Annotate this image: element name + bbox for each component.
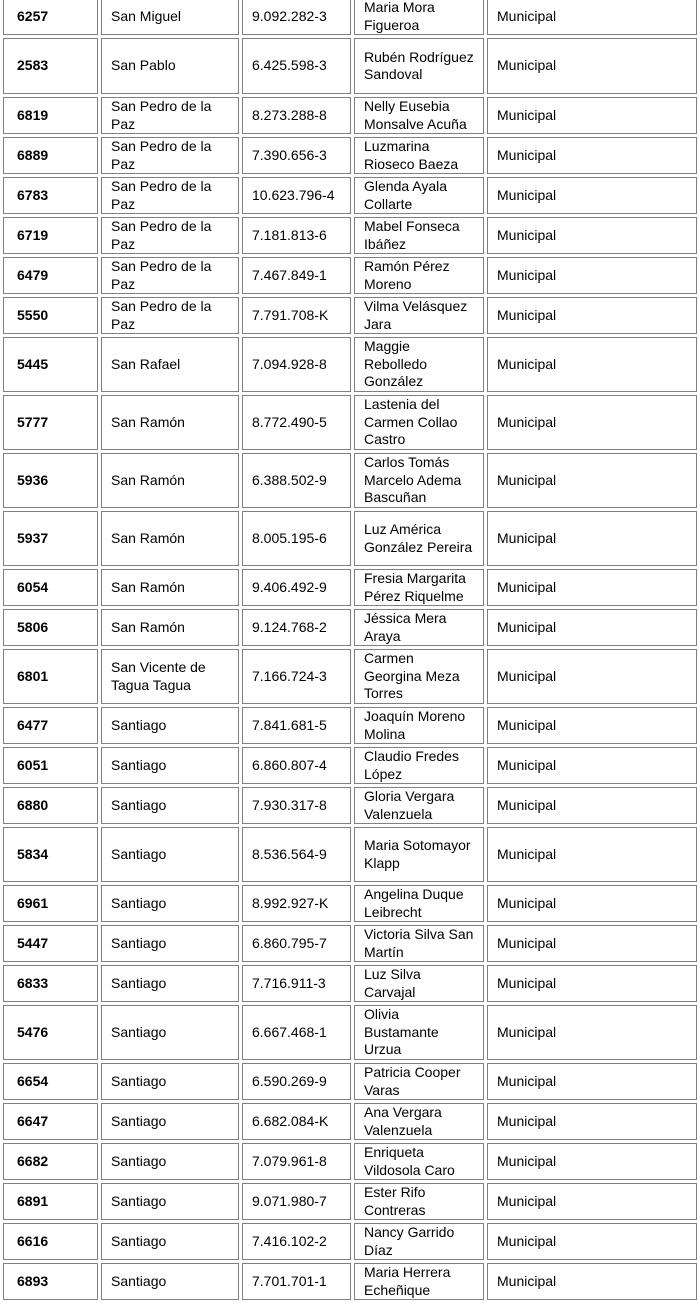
cell-commune: San Pedro de la Paz bbox=[101, 137, 239, 174]
cell-commune: San Rafael bbox=[101, 337, 239, 392]
cell-id: 6889 bbox=[3, 137, 98, 174]
cell-rut: 7.079.961-8 bbox=[242, 1143, 351, 1180]
table-row bbox=[3, 1063, 697, 1100]
cell-type: Municipal bbox=[487, 137, 697, 174]
table-row bbox=[3, 395, 697, 450]
cell-name: Victoria Silva San Martín bbox=[354, 925, 484, 962]
cell-commune: Santiago bbox=[101, 707, 239, 744]
cell-rut: 8.992.927-K bbox=[242, 885, 351, 922]
table-row bbox=[3, 1223, 697, 1260]
cell-type: Municipal bbox=[487, 925, 697, 962]
cell-rut: 7.166.724-3 bbox=[242, 649, 351, 704]
cell-name: Maria Sotomayor Klapp bbox=[354, 827, 484, 882]
cell-name: Glenda Ayala Collarte bbox=[354, 177, 484, 214]
cell-type: Municipal bbox=[487, 965, 697, 1002]
cell-commune: San Pablo bbox=[101, 38, 239, 94]
cell-rut: 6.667.468-1 bbox=[242, 1005, 351, 1060]
cell-type: Municipal bbox=[487, 827, 697, 882]
cell-rut: 7.716.911-3 bbox=[242, 965, 351, 1002]
cell-name: Vilma Velásquez Jara bbox=[354, 297, 484, 334]
cell-name: Maria Mora Figueroa bbox=[354, 0, 484, 35]
cell-id: 6257 bbox=[3, 0, 98, 35]
cell-id: 6880 bbox=[3, 787, 98, 824]
cell-name: Joaquín Moreno Molina bbox=[354, 707, 484, 744]
cell-id: 5445 bbox=[3, 337, 98, 392]
cell-name: Nancy Garrido Díaz bbox=[354, 1223, 484, 1260]
cell-commune: Santiago bbox=[101, 965, 239, 1002]
cell-name: Lastenia del Carmen Collao Castro bbox=[354, 395, 484, 450]
cell-type: Municipal bbox=[487, 569, 697, 606]
cell-rut: 7.930.317-8 bbox=[242, 787, 351, 824]
cell-rut: 6.388.502-9 bbox=[242, 453, 351, 508]
cell-id: 5777 bbox=[3, 395, 98, 450]
cell-name: Ester Rifo Contreras bbox=[354, 1183, 484, 1220]
cell-commune: San Miguel bbox=[101, 0, 239, 35]
records-body bbox=[3, 0, 697, 1300]
table-row bbox=[3, 453, 697, 508]
cell-rut: 7.390.656-3 bbox=[242, 137, 351, 174]
cell-type: Municipal bbox=[487, 511, 697, 566]
cell-type: Municipal bbox=[487, 1143, 697, 1180]
cell-rut: 6.425.598-3 bbox=[242, 38, 351, 94]
cell-rut: 7.181.813-6 bbox=[242, 217, 351, 254]
cell-type: Municipal bbox=[487, 217, 697, 254]
cell-commune: Santiago bbox=[101, 787, 239, 824]
cell-id: 6682 bbox=[3, 1143, 98, 1180]
cell-commune: San Pedro de la Paz bbox=[101, 297, 239, 334]
cell-rut: 8.772.490-5 bbox=[242, 395, 351, 450]
table-row bbox=[3, 511, 697, 566]
cell-rut: 7.094.928-8 bbox=[242, 337, 351, 392]
cell-name: Luz América González Pereira bbox=[354, 511, 484, 566]
cell-name: Luzmarina Rioseco Baeza bbox=[354, 137, 484, 174]
cell-commune: Santiago bbox=[101, 747, 239, 784]
cell-id: 5937 bbox=[3, 511, 98, 566]
cell-name: Claudio Fredes López bbox=[354, 747, 484, 784]
table-row bbox=[3, 707, 697, 744]
table-row bbox=[3, 609, 697, 646]
table-row bbox=[3, 38, 697, 94]
cell-rut: 6.590.269-9 bbox=[242, 1063, 351, 1100]
cell-commune: San Pedro de la Paz bbox=[101, 217, 239, 254]
cell-type: Municipal bbox=[487, 1183, 697, 1220]
cell-commune: Santiago bbox=[101, 925, 239, 962]
cell-rut: 9.092.282-3 bbox=[242, 0, 351, 35]
cell-name: Carmen Georgina Meza Torres bbox=[354, 649, 484, 704]
cell-id: 6479 bbox=[3, 257, 98, 294]
cell-id: 6893 bbox=[3, 1263, 98, 1300]
cell-name: Gloria Vergara Valenzuela bbox=[354, 787, 484, 824]
cell-type: Municipal bbox=[487, 297, 697, 334]
cell-id: 5936 bbox=[3, 453, 98, 508]
cell-commune: San Pedro de la Paz bbox=[101, 257, 239, 294]
cell-rut: 6.682.084-K bbox=[242, 1103, 351, 1140]
cell-rut: 9.071.980-7 bbox=[242, 1183, 351, 1220]
cell-type: Municipal bbox=[487, 649, 697, 704]
cell-commune: Santiago bbox=[101, 885, 239, 922]
cell-type: Municipal bbox=[487, 707, 697, 744]
cell-commune: San Ramón bbox=[101, 569, 239, 606]
cell-id: 2583 bbox=[3, 38, 98, 94]
cell-name: Fresia Margarita Pérez Riquelme bbox=[354, 569, 484, 606]
cell-commune: Santiago bbox=[101, 1223, 239, 1260]
cell-name: Enriqueta Vildosola Caro bbox=[354, 1143, 484, 1180]
cell-type: Municipal bbox=[487, 1005, 697, 1060]
cell-commune: San Ramón bbox=[101, 395, 239, 450]
cell-type: Municipal bbox=[487, 257, 697, 294]
table-row bbox=[3, 257, 697, 294]
table-row bbox=[3, 1183, 697, 1220]
cell-rut: 7.467.849-1 bbox=[242, 257, 351, 294]
cell-commune: San Ramón bbox=[101, 453, 239, 508]
cell-commune: San Ramón bbox=[101, 511, 239, 566]
cell-commune: Santiago bbox=[101, 827, 239, 882]
table-row bbox=[3, 97, 697, 134]
cell-commune: San Ramón bbox=[101, 609, 239, 646]
cell-commune: Santiago bbox=[101, 1143, 239, 1180]
table-row bbox=[3, 217, 697, 254]
table-row bbox=[3, 337, 697, 392]
cell-rut: 7.416.102-2 bbox=[242, 1223, 351, 1260]
cell-name: Mabel Fonseca Ibáñez bbox=[354, 217, 484, 254]
cell-id: 5550 bbox=[3, 297, 98, 334]
table-row bbox=[3, 1103, 697, 1140]
table-row bbox=[3, 137, 697, 174]
cell-name: Olivia Bustamante Urzua bbox=[354, 1005, 484, 1060]
cell-id: 6647 bbox=[3, 1103, 98, 1140]
cell-type: Municipal bbox=[487, 97, 697, 134]
cell-commune: Santiago bbox=[101, 1183, 239, 1220]
cell-name: Maggie Rebolledo González bbox=[354, 337, 484, 392]
cell-name: Rubén Rodríguez Sandoval bbox=[354, 38, 484, 94]
cell-type: Municipal bbox=[487, 395, 697, 450]
cell-id: 6801 bbox=[3, 649, 98, 704]
cell-rut: 6.860.807-4 bbox=[242, 747, 351, 784]
cell-id: 6819 bbox=[3, 97, 98, 134]
cell-type: Municipal bbox=[487, 885, 697, 922]
cell-name: Maria Herrera Echeñique bbox=[354, 1263, 484, 1300]
table-row bbox=[3, 0, 697, 35]
cell-id: 6719 bbox=[3, 217, 98, 254]
cell-id: 5806 bbox=[3, 609, 98, 646]
cell-id: 6783 bbox=[3, 177, 98, 214]
table-row bbox=[3, 787, 697, 824]
cell-name: Luz Silva Carvajal bbox=[354, 965, 484, 1002]
cell-name: Ana Vergara Valenzuela bbox=[354, 1103, 484, 1140]
cell-commune: Santiago bbox=[101, 1103, 239, 1140]
cell-rut: 8.005.195-6 bbox=[242, 511, 351, 566]
cell-id: 6616 bbox=[3, 1223, 98, 1260]
cell-type: Municipal bbox=[487, 453, 697, 508]
table-row bbox=[3, 925, 697, 962]
table-row bbox=[3, 1005, 697, 1060]
cell-id: 6654 bbox=[3, 1063, 98, 1100]
cell-rut: 7.701.701-1 bbox=[242, 1263, 351, 1300]
cell-id: 6891 bbox=[3, 1183, 98, 1220]
cell-id: 6051 bbox=[3, 747, 98, 784]
cell-name: Carlos Tomás Marcelo Adema Bascuñan bbox=[354, 453, 484, 508]
cell-id: 5834 bbox=[3, 827, 98, 882]
cell-type: Municipal bbox=[487, 177, 697, 214]
cell-commune: Santiago bbox=[101, 1063, 239, 1100]
cell-commune: San Pedro de la Paz bbox=[101, 177, 239, 214]
cell-name: Nelly Eusebia Monsalve Acuña bbox=[354, 97, 484, 134]
cell-id: 6961 bbox=[3, 885, 98, 922]
cell-commune: San Vicente de Tagua Tagua bbox=[101, 649, 239, 704]
cell-type: Municipal bbox=[487, 1263, 697, 1300]
cell-type: Municipal bbox=[487, 747, 697, 784]
cell-id: 5476 bbox=[3, 1005, 98, 1060]
cell-id: 5447 bbox=[3, 925, 98, 962]
table-row bbox=[3, 1263, 697, 1300]
cell-rut: 9.124.768-2 bbox=[242, 609, 351, 646]
cell-rut: 10.623.796-4 bbox=[242, 177, 351, 214]
cell-type: Municipal bbox=[487, 1223, 697, 1260]
cell-name: Ramón Pérez Moreno bbox=[354, 257, 484, 294]
cell-type: Municipal bbox=[487, 337, 697, 392]
table-row bbox=[3, 827, 697, 882]
table-row bbox=[3, 649, 697, 704]
cell-rut: 7.841.681-5 bbox=[242, 707, 351, 744]
cell-name: Jéssica Mera Araya bbox=[354, 609, 484, 646]
cell-id: 6477 bbox=[3, 707, 98, 744]
cell-type: Municipal bbox=[487, 1103, 697, 1140]
table-row bbox=[3, 297, 697, 334]
cell-rut: 7.791.708-K bbox=[242, 297, 351, 334]
cell-rut: 9.406.492-9 bbox=[242, 569, 351, 606]
cell-type: Municipal bbox=[487, 609, 697, 646]
table-row bbox=[3, 177, 697, 214]
cell-type: Municipal bbox=[487, 1063, 697, 1100]
cell-name: Patricia Cooper Varas bbox=[354, 1063, 484, 1100]
cell-rut: 8.273.288-8 bbox=[242, 97, 351, 134]
cell-type: Municipal bbox=[487, 787, 697, 824]
cell-name: Angelina Duque Leibrecht bbox=[354, 885, 484, 922]
cell-type: Municipal bbox=[487, 38, 697, 94]
table-row bbox=[3, 569, 697, 606]
cell-rut: 6.860.795-7 bbox=[242, 925, 351, 962]
cell-id: 6054 bbox=[3, 569, 98, 606]
cell-commune: Santiago bbox=[101, 1005, 239, 1060]
table-row bbox=[3, 747, 697, 784]
cell-type: Municipal bbox=[487, 0, 697, 35]
table-row bbox=[3, 885, 697, 922]
cell-rut: 8.536.564-9 bbox=[242, 827, 351, 882]
table-row bbox=[3, 1143, 697, 1180]
cell-commune: San Pedro de la Paz bbox=[101, 97, 239, 134]
table-row bbox=[3, 965, 697, 1002]
cell-commune: Santiago bbox=[101, 1263, 239, 1300]
cell-id: 6833 bbox=[3, 965, 98, 1002]
